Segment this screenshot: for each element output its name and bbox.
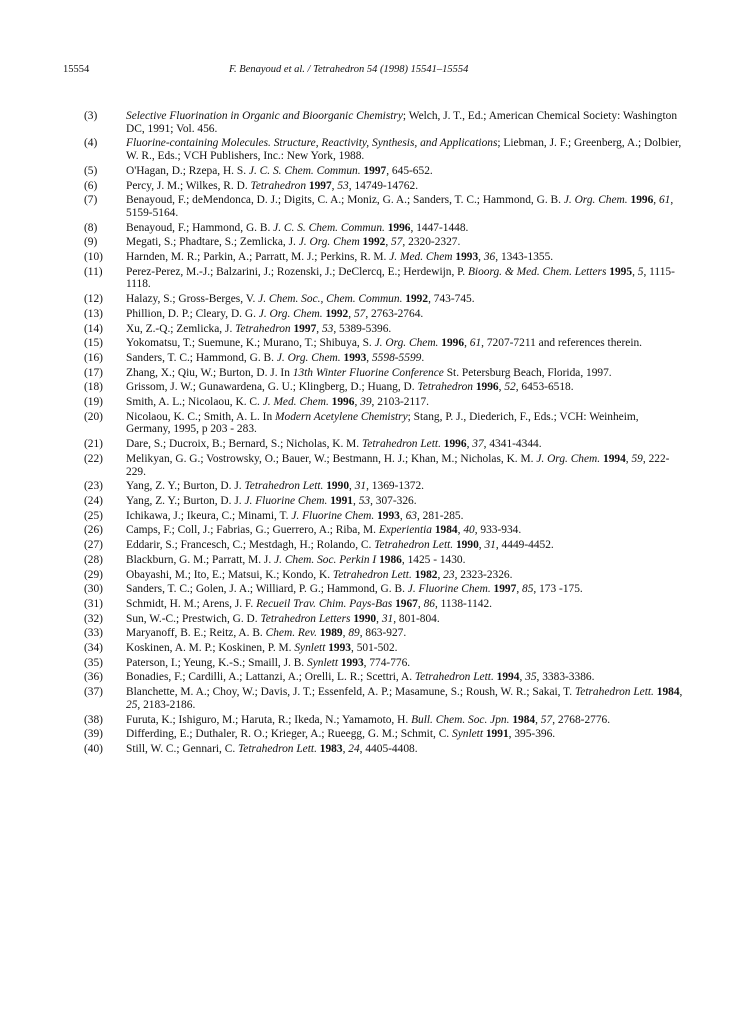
reference-number: (33) [84, 627, 103, 640]
reference-text: Xu, Z.-Q.; Zemlicka, J. Tetrahedron 1997, 53, 5389-5396. [126, 322, 392, 335]
reference-text: Paterson, I.; Yeung, K.-S.; Smaill, J. B. Synlett 1993, 774-776. [126, 656, 411, 669]
reference-number: (27) [84, 539, 103, 552]
reference-text: Benayoud, F.; Hammond, G. B. J. C. S. Chem. Commun. 1996, 1447-1448. [126, 221, 469, 234]
reference-text: Perez-Perez, M.-J.; Balzarini, J.; Rozenski, J.; DeClercq, E.; Herdewijn, P. Bioorg. & Med. Chem. Letters 1995, 5, 1115-1118. [126, 265, 675, 291]
reference-number: (4) [84, 137, 98, 150]
reference-text: Blackburn, G. M.; Parratt, M. J. J. Chem. Soc. Perkin I 1986, 1425 - 1430. [126, 553, 466, 566]
reference-text: Eddarir, S.; Francesch, C.; Mestdagh, H.; Rolando, C. Tetrahedron Lett. 1990, 31, 4449-4452. [126, 539, 554, 552]
reference-number: (10) [84, 251, 103, 264]
page-header [63, 64, 663, 80]
reference-number: (16) [84, 351, 103, 364]
reference-item [84, 381, 684, 394]
reference-item [84, 510, 684, 523]
reference-item [84, 194, 684, 219]
reference-number: (5) [84, 164, 98, 177]
reference-item [84, 453, 684, 478]
reference-text: Blanchette, M. A.; Choy, W.; Davis, J. T.; Essenfeld, A. P.; Masamune, S.; Roush, W. R.; Sakai, T. Tetrahedron Lett. 1984, 25, 2183-2186. [126, 686, 683, 711]
reference-number: (37) [84, 686, 103, 699]
reference-text: Schmidt, H. M.; Arens, J. F. Recueil Trav. Chim. Pays-Bas 1967, 86, 1138-1142. [126, 597, 493, 610]
reference-item [84, 743, 684, 756]
reference-number: (35) [84, 656, 103, 669]
reference-text: Maryanoff, B. E.; Reitz, A. B. Chem. Rev. 1989, 89, 863-927. [126, 627, 407, 640]
reference-item [84, 222, 684, 235]
reference-number: (6) [84, 179, 98, 192]
reference-text: Benayoud, F.; deMendonca, D. J.; Digits, C. A.; Moniz, G. A.; Sanders, T. C.; Hammond, G. B. J. Org. Chem. 1996, 61, 5159-5164. [126, 194, 674, 219]
reference-text: Halazy, S.; Gross-Berges, V. J. Chem. Soc., Chem. Commun. 1992, 743-745. [126, 293, 475, 306]
reference-number: (24) [84, 494, 103, 507]
reference-item [84, 323, 684, 336]
reference-item [84, 438, 684, 451]
reference-text: Smith, A. L.; Nicolaou, K. C. J. Med. Chem. 1996, 39, 2103-2117. [126, 396, 430, 409]
reference-text: Yang, Z. Y.; Burton, D. J. J. Fluorine Chem. 1991, 53, 307-326. [126, 494, 417, 507]
running-head: F. Benayoud et al. / Tetrahedron 54 (1998) 15541–15554 [229, 64, 469, 75]
reference-text: Still, W. C.; Gennari, C. Tetrahedron Lett. 1983, 24, 4405-4408. [126, 742, 418, 755]
reference-item [84, 554, 684, 567]
reference-text: Sanders, T. C.; Golen, J. A.; Williard, P. G.; Hammond, G. B. J. Fluorine Chem. 1997, 85, 173 -175. [126, 583, 583, 596]
reference-number: (7) [84, 194, 98, 207]
reference-item [84, 411, 684, 436]
reference-item [84, 293, 684, 306]
reference-text: Differding, E.; Duthaler, R. O.; Krieger, A.; Rueegg, G. M.; Schmit, C. Synlett 1991, 395-396. [126, 728, 556, 741]
reference-item [84, 714, 684, 727]
reference-item [84, 137, 684, 162]
reference-number: (17) [84, 366, 103, 379]
reference-number: (31) [84, 597, 103, 610]
reference-number: (11) [84, 265, 103, 278]
reference-item [84, 613, 684, 626]
reference-number: (23) [84, 480, 103, 493]
reference-item [84, 686, 684, 711]
reference-number: (12) [84, 293, 103, 306]
reference-item [84, 598, 684, 611]
reference-number: (40) [84, 742, 103, 755]
reference-text: Yokomatsu, T.; Suemune, K.; Murano, T.; Shibuya, S. J. Org. Chem. 1996, 61, 7207-7211 and references therein. [126, 337, 643, 350]
reference-text: Camps, F.; Coll, J.; Fabrias, G.; Guerrero, A.; Riba, M. Experientia 1984, 40, 933-934. [126, 524, 522, 537]
page-number: 15554 [63, 64, 90, 75]
reference-text: Nicolaou, K. C.; Smith, A. L. In Modern Acetylene Chemistry; Stang, P. J., Diederich, F., Eds.; VCH: Weinheim, Germany, 1995, p 203 - 283. [126, 410, 639, 436]
reference-number: (20) [84, 410, 103, 423]
reference-item [84, 495, 684, 508]
reference-number: (30) [84, 583, 103, 596]
reference-item [84, 396, 684, 409]
reference-item [84, 480, 684, 493]
reference-number: (39) [84, 728, 103, 741]
reference-item [84, 110, 684, 135]
reference-number: (38) [84, 713, 103, 726]
reference-number: (34) [84, 642, 103, 655]
reference-text: Zhang, X.; Qiu, W.; Burton, D. J. In 13th Winter Fluorine Conference St. Petersburg Beach, Florida, 1997. [126, 366, 612, 379]
reference-item [84, 627, 684, 640]
reference-text: Koskinen, A. M. P.; Koskinen, P. M. Synlett 1993, 501-502. [126, 642, 398, 655]
reference-item [84, 236, 684, 249]
reference-number: (8) [84, 221, 98, 234]
reference-number: (15) [84, 337, 103, 350]
reference-number: (25) [84, 509, 103, 522]
reference-item [84, 308, 684, 321]
reference-item [84, 352, 684, 365]
reference-number: (3) [84, 110, 98, 122]
reference-text: Harnden, M. R.; Parkin, A.; Parratt, M. J.; Perkins, R. M. J. Med. Chem 1993, 36, 1343-1355. [126, 251, 554, 264]
reference-text: Phillion, D. P.; Cleary, D. G. J. Org. Chem. 1992, 57, 2763-2764. [126, 307, 424, 320]
reference-text: Selective Fluorination in Organic and Bioorganic Chemistry; Welch, J. T., Ed.; American Chemical Society: Washington DC, 1991; Vol. 456. [126, 110, 678, 135]
reference-text: Melikyan, G. G.; Vostrowsky, O.; Bauer, W.; Bestmann, H. J.; Khan, M.; Nicholas, K. M. J. Org. Chem. 1994, 59, 222-229. [126, 452, 670, 478]
reference-number: (13) [84, 307, 103, 320]
reference-text: Megati, S.; Phadtare, S.; Zemlicka, J. J. Org. Chem 1992, 57, 2320-2327. [126, 236, 461, 249]
reference-item [84, 642, 684, 655]
reference-item [84, 671, 684, 684]
reference-item [84, 539, 684, 552]
reference-number: (26) [84, 524, 103, 537]
reference-number: (18) [84, 381, 103, 394]
reference-number: (32) [84, 612, 103, 625]
reference-text: Fluorine-containing Molecules. Structure, Reactivity, Synthesis, and Applications; Liebman, J. F.; Greenberg, A.; Dolbier, W. R., Eds.; VCH Publishers, Inc.: New York, 1988. [126, 137, 682, 163]
reference-item [84, 165, 684, 178]
reference-item [84, 367, 684, 380]
reference-number: (14) [84, 322, 103, 335]
reference-item [84, 657, 684, 670]
reference-number: (9) [84, 236, 98, 249]
reference-text: Bonadies, F.; Cardilli, A.; Lattanzi, A.; Orelli, L. R.; Scettri, A. Tetrahedron Lett. 1994, 35, 3383-3386. [126, 671, 595, 684]
reference-text: Obayashi, M.; Ito, E.; Matsui, K.; Kondo, K. Tetrahedron Lett. 1982, 23, 2323-2326. [126, 568, 513, 581]
reference-number: (21) [84, 438, 103, 451]
reference-item [84, 337, 684, 350]
reference-text: Ichikawa, J.; Ikeura, C.; Minami, T. J. Fluorine Chem. 1993, 63, 281-285. [126, 509, 464, 522]
reference-item [84, 251, 684, 264]
reference-item [84, 583, 684, 596]
reference-item [84, 569, 684, 582]
reference-number: (28) [84, 553, 103, 566]
reference-number: (36) [84, 671, 103, 684]
reference-text: Sanders, T. C.; Hammond, G. B. J. Org. Chem. 1993, 5598-5599. [126, 351, 425, 364]
reference-text: O'Hagan, D.; Rzepa, H. S. J. C. S. Chem. Commun. 1997, 645-652. [126, 164, 433, 177]
reference-item [84, 266, 684, 291]
reference-number: (29) [84, 568, 103, 581]
reference-item [84, 180, 684, 193]
reference-item [84, 728, 684, 741]
reference-text: Dare, S.; Ducroix, B.; Bernard, S.; Nicholas, K. M. Tetrahedron Lett. 1996, 37, 4341-4344. [126, 438, 542, 451]
reference-text: Sun, W.-C.; Prestwich, G. D. Tetrahedron Letters 1990, 31, 801-804. [126, 612, 440, 625]
reference-number: (22) [84, 452, 103, 465]
reference-item [84, 524, 684, 537]
reference-text: Percy, J. M.; Wilkes, R. D. Tetrahedron 1997, 53, 14749-14762. [126, 179, 419, 192]
reference-text: Furuta, K.; Ishiguro, M.; Haruta, R.; Ikeda, N.; Yamamoto, H. Bull. Chem. Soc. Jpn. 1984, 57, 2768-2776. [126, 713, 611, 726]
reference-number: (19) [84, 396, 103, 409]
reference-list [84, 110, 684, 758]
reference-text: Grissom, J. W.; Gunawardena, G. U.; Klingberg, D.; Huang, D. Tetrahedron 1996, 52, 6453-6518. [126, 381, 574, 394]
reference-text: Yang, Z. Y.; Burton, D. J. Tetrahedron Lett. 1990, 31, 1369-1372. [126, 480, 425, 493]
